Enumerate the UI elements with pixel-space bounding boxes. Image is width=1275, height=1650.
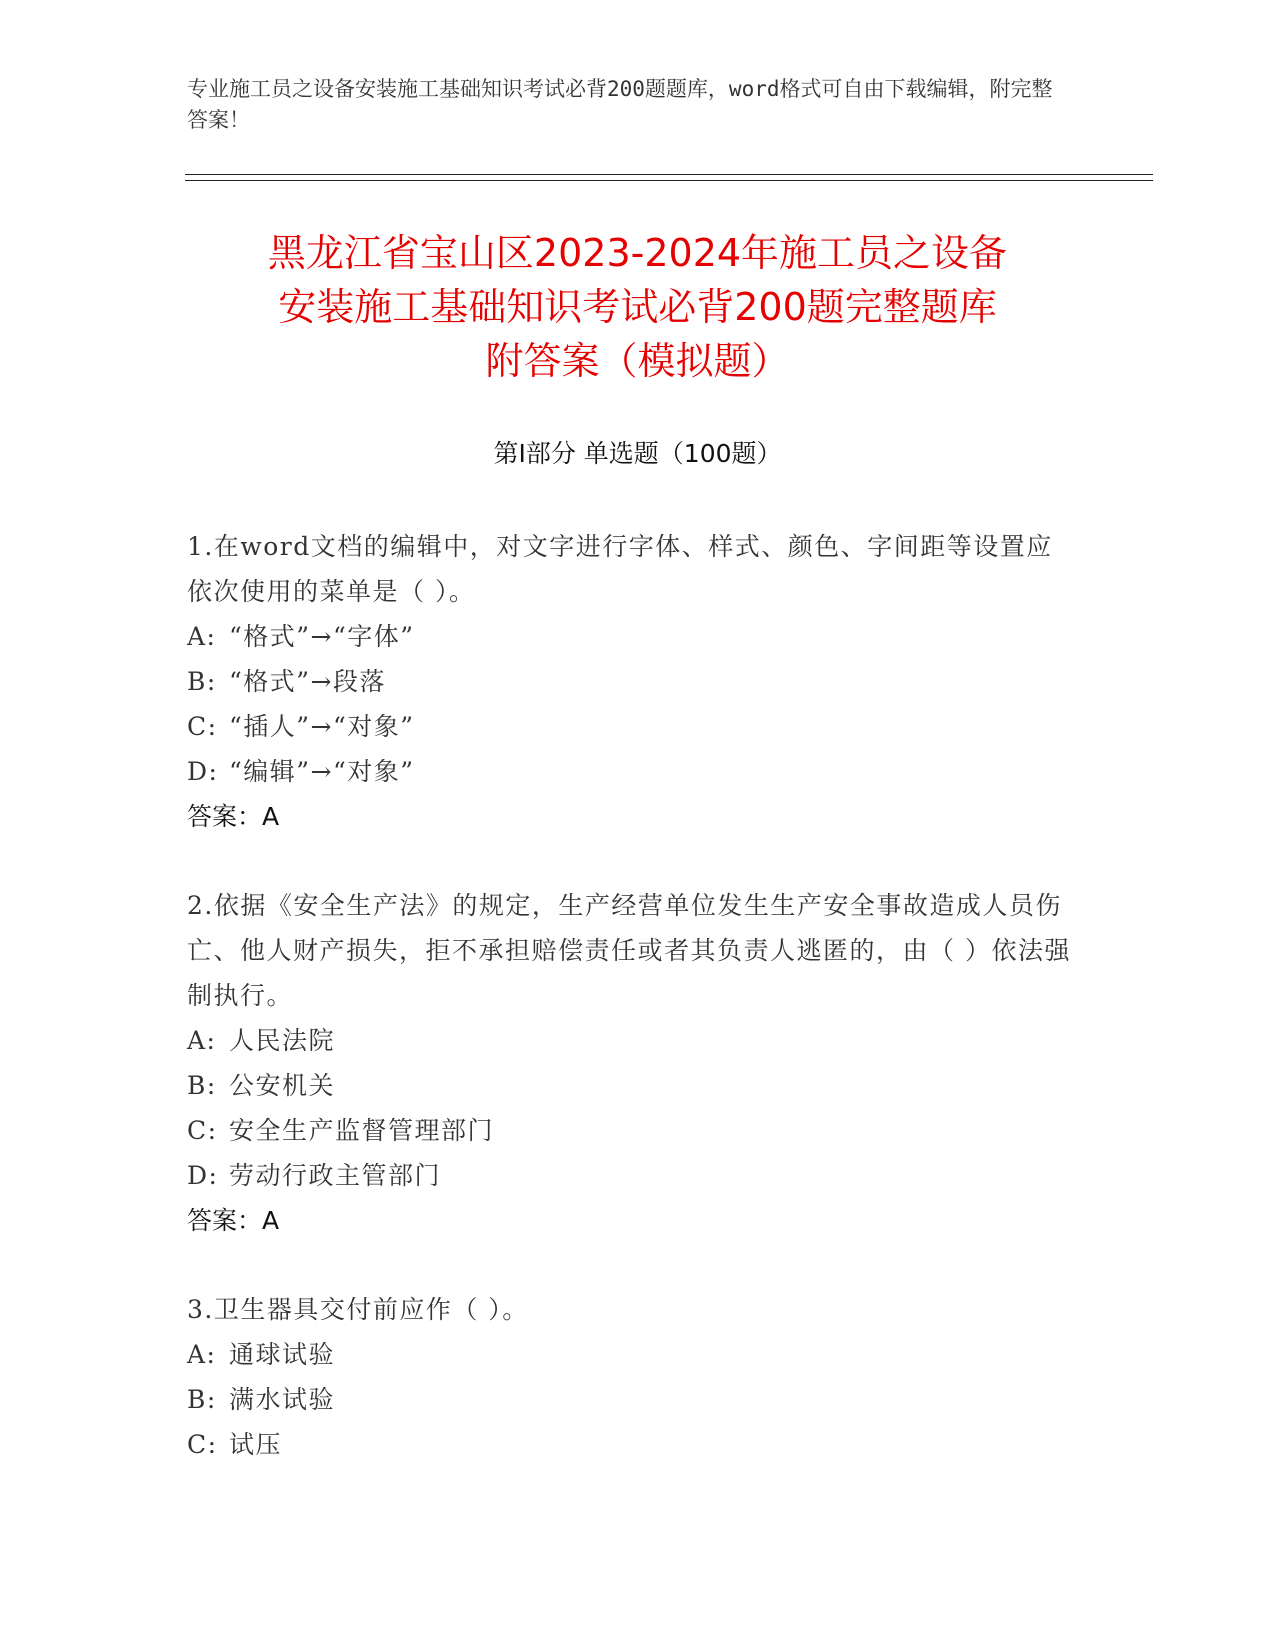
option-key: D:	[187, 757, 219, 786]
answer-line: 答案：A	[187, 1206, 280, 1235]
option-text: 安全生产监督管理部门	[229, 1116, 495, 1145]
title-line-3: 附答案（模拟题）	[485, 339, 790, 383]
header-note: 专业施工员之设备安装施工基础知识考试必背200题题库，word格式可自由下载编辑，附完整答案！	[187, 77, 1053, 132]
option-key: A:	[187, 1340, 217, 1369]
question-text: 2.依据《安全生产法》的规定，生产经营单位发生生产安全事故造成人员伤亡、他人财产损失，拒不承担赔偿责任或者其负责人逃匿的，由（ ）依法强制执行。	[187, 891, 1071, 1010]
option-key: C:	[187, 1430, 218, 1459]
option-text: 通球试验	[229, 1340, 336, 1369]
option-b	[187, 1063, 1077, 1108]
option-key: C:	[187, 1116, 218, 1145]
option-a	[187, 614, 1077, 659]
question-list	[187, 524, 1077, 1511]
option-text: “插人”→“对象”	[229, 712, 415, 741]
question-1	[187, 524, 1077, 839]
title-line-2: 安装施工基础知识考试必背200题完整题库	[278, 285, 997, 329]
option-b	[187, 659, 1077, 704]
option-c	[187, 1422, 1077, 1467]
option-a	[187, 1332, 1077, 1377]
option-text: 试压	[229, 1430, 283, 1459]
option-text: 满水试验	[229, 1385, 336, 1414]
option-text: “编辑”→“对象”	[229, 757, 415, 786]
header-divider-bottom	[185, 180, 1153, 181]
option-key: A:	[187, 622, 217, 651]
option-key: B:	[187, 1385, 217, 1414]
option-c	[187, 704, 1077, 749]
option-key: C:	[187, 712, 218, 741]
option-key: A:	[187, 1026, 217, 1055]
question-3	[187, 1287, 1077, 1467]
question-2	[187, 883, 1077, 1243]
option-key: B:	[187, 667, 217, 696]
document-title	[140, 226, 1135, 388]
option-d	[187, 1153, 1077, 1198]
option-b	[187, 1377, 1077, 1422]
option-text: 公安机关	[229, 1071, 336, 1100]
option-d	[187, 749, 1077, 794]
option-text: 人民法院	[229, 1026, 336, 1055]
option-c	[187, 1108, 1077, 1153]
option-text: “格式”→“字体”	[229, 622, 415, 651]
title-line-1: 黑龙江省宝山区2023-2024年施工员之设备	[267, 231, 1008, 275]
option-text: 劳动行政主管部门	[229, 1161, 442, 1190]
option-text: “格式”→段落	[229, 667, 387, 696]
section-title: 第Ⅰ部分 单选题（100题）	[493, 439, 782, 468]
option-a	[187, 1018, 1077, 1063]
option-key: B:	[187, 1071, 217, 1100]
option-key: D:	[187, 1161, 219, 1190]
header-divider-top	[185, 174, 1153, 175]
question-text: 3.卫生器具交付前应作（ ）。	[187, 1295, 529, 1324]
question-text: 1.在word文档的编辑中，对文字进行字体、样式、颜色、字间距等设置应依次使用的菜单是（ ）。	[187, 532, 1053, 606]
answer-line: 答案：A	[187, 802, 280, 831]
